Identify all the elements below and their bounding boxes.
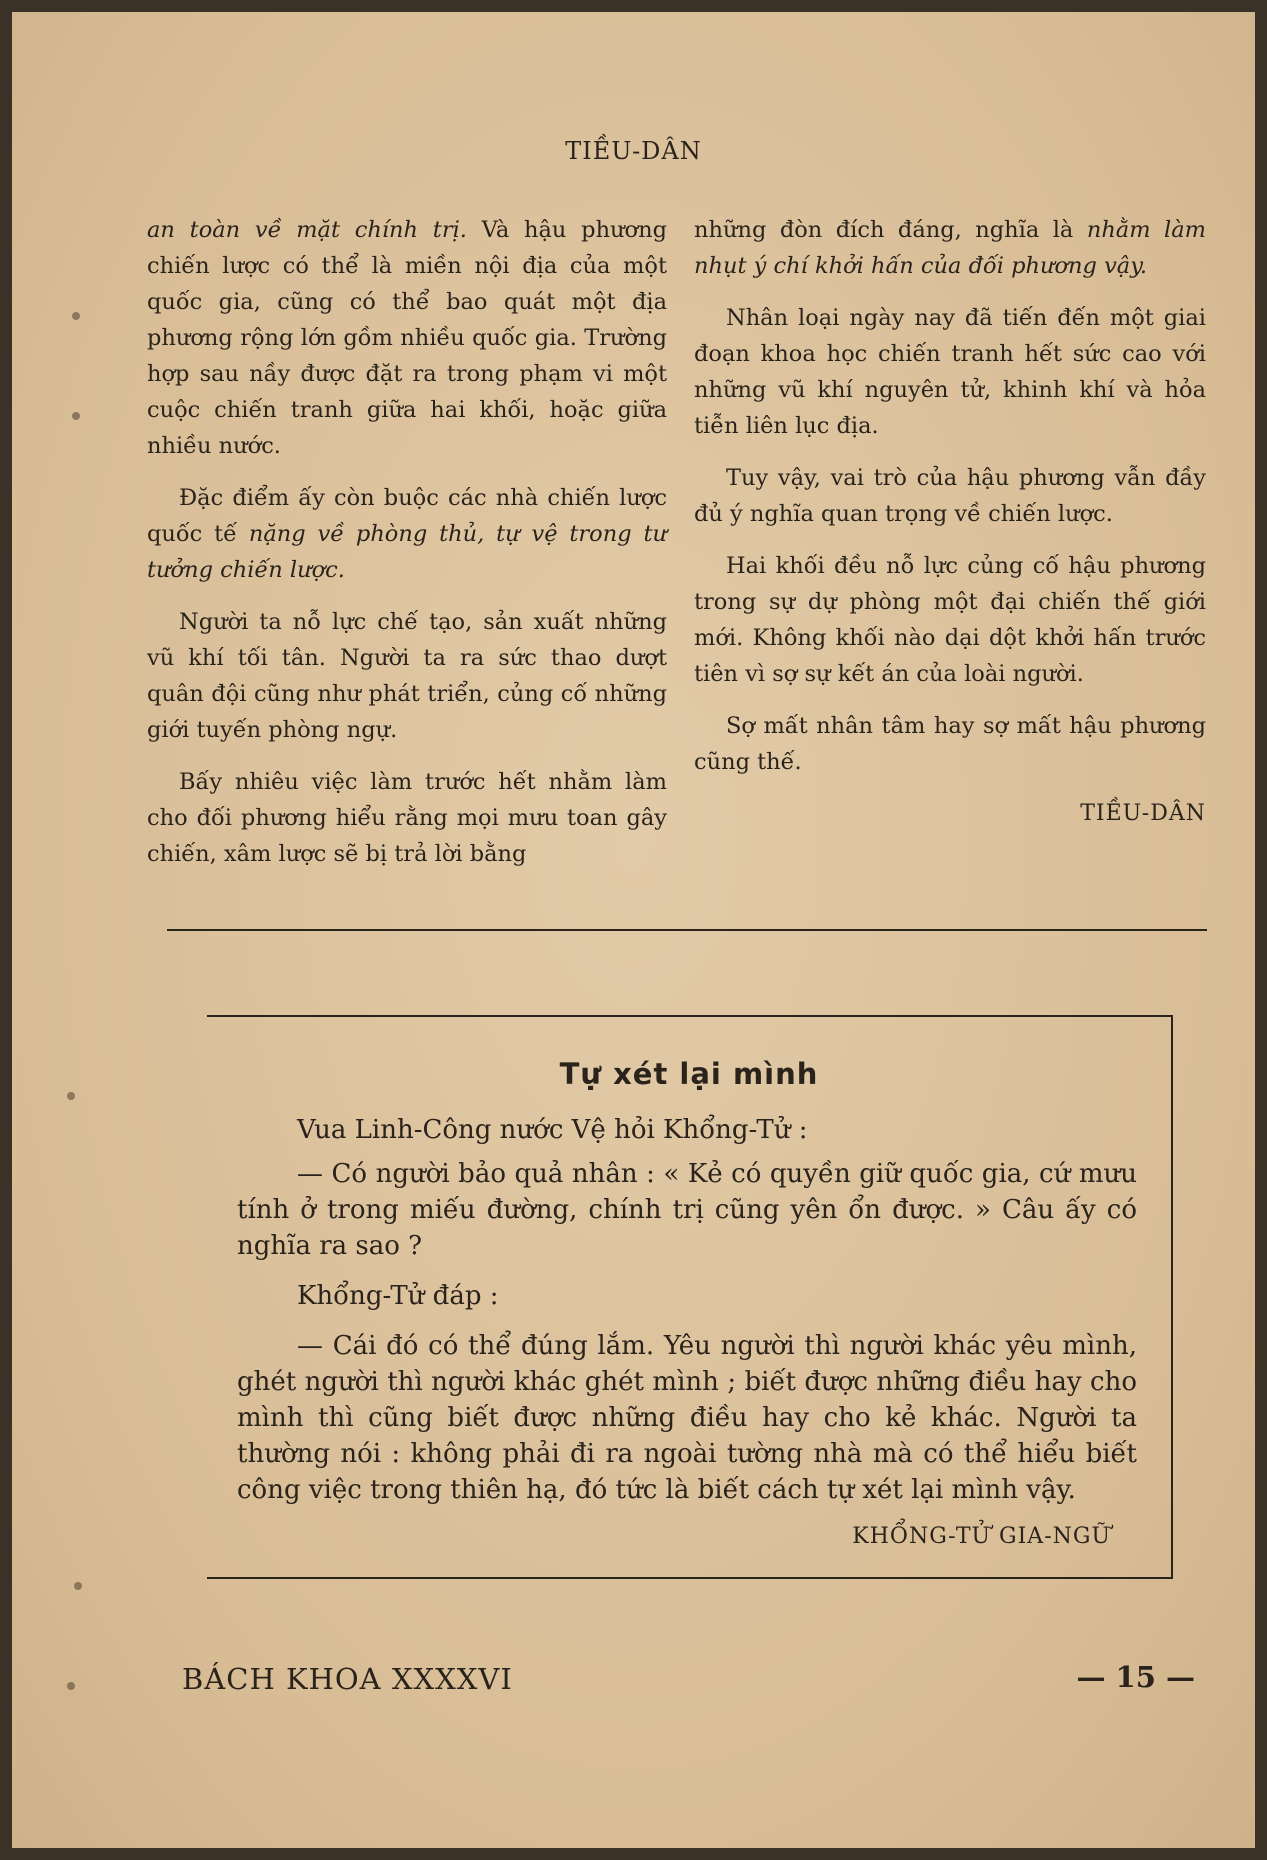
box-title: Tự xét lại mình xyxy=(559,1057,819,1091)
paper-spot xyxy=(72,312,80,320)
left-paragraph-1 xyxy=(147,212,667,464)
right-paragraph-4: Hai khối đều nỗ lực củng cố hậu phương trong sự dự phòng một đại chiến thế giới mới. Không khối nào dại dột khởi hấn trước tiên vì sợ sự kết án của loài người. xyxy=(694,553,1206,687)
paper-spot xyxy=(67,1092,75,1100)
right-column xyxy=(694,212,1206,832)
right-paragraph-5: Sợ mất nhân tâm hay sợ mất hậu phương cũng thế. xyxy=(694,713,1206,775)
box-paragraph-3: Khổng-Tử đáp : xyxy=(297,1281,499,1311)
running-head: TIỀU-DÂN xyxy=(565,137,702,165)
box-paragraph-1: Vua Linh-Công nước Vệ hỏi Khổng-Tử : xyxy=(297,1115,808,1145)
left-p1-italic: an toàn về mặt chính trị. xyxy=(147,217,467,243)
left-paragraph-3: Người ta nỗ lực chế tạo, sản xuất những vũ khí tối tân. Người ta ra sức thao dượt quân đội cũng như phát triển, củng cố những giới tuyến phòng ngự. xyxy=(147,609,667,743)
left-paragraph-2 xyxy=(147,480,667,588)
right-p1-italic: nhằm làm nhụt ý chí khởi hấn của đối phương vậy. xyxy=(694,217,1206,279)
paper-spot xyxy=(72,412,80,420)
right-p1-text: những đòn đích đáng, nghĩa là xyxy=(694,217,1087,243)
page-number: — 15 — xyxy=(1076,1660,1195,1694)
paper-spot xyxy=(74,1582,82,1590)
left-p1-text: Và hậu phương chiến lược có thể là miền nội địa của một quốc gia, cũng có thể bao quát một địa phương rộng lớn gồm nhiều quốc gia. Trường hợp sau nầy được đặt ra trong phạm vi một cuộc chiến tranh giữa hai khối, hoặc giữa nhiều nước. xyxy=(147,217,667,459)
box-body xyxy=(237,1112,1137,1516)
right-paragraph-1 xyxy=(694,212,1206,284)
box-source: KHỔNG-TỬ GIA-NGỮ xyxy=(852,1524,1111,1549)
right-paragraph-3: Tuy vậy, vai trò của hậu phương vẫn đầy đủ ý nghĩa quan trọng về chiến lược. xyxy=(694,465,1206,527)
article-signature: TIỀU-DÂN xyxy=(1080,801,1206,826)
section-divider xyxy=(167,929,1207,931)
left-paragraph-4: Bấy nhiêu việc làm trước hết nhằm làm cho đối phương hiểu rằng mọi mưu toan gây chiến, xâm lược sẽ bị trả lời bằng xyxy=(147,769,667,867)
magazine-name: BÁCH KHOA XXXXVI xyxy=(182,1662,513,1696)
box-paragraph-2: — Có người bảo quả nhân : « Kẻ có quyền giữ quốc gia, cứ mưu tính ở trong miếu đường, chính trị cũng yên ổn được. » Câu ấy có nghĩa ra sao ? xyxy=(237,1159,1137,1261)
left-p2-text: Đặc điểm ấy còn buộc các nhà chiến lược quốc tế xyxy=(147,485,667,547)
right-paragraph-2: Nhân loại ngày nay đã tiến đến một giai đoạn khoa học chiến tranh hết sức cao với những vũ khí nguyên tử, khinh khí và hỏa tiễn liên lục địa. xyxy=(694,305,1206,439)
boxed-story xyxy=(207,1015,1173,1579)
left-p2-italic: nặng về phòng thủ, tự vệ trong tư tưởng chiến lược. xyxy=(147,521,668,583)
paper-spot xyxy=(67,1682,75,1690)
box-paragraph-4: — Cái đó có thể đúng lắm. Yêu người thì người khác yêu mình, ghét người thì người khác ghét mình ; biết được những điều hay cho mình thì cũng biết được những điều hay cho kẻ khác. Người ta thường nói : không phải đi ra ngoài tường nhà mà có thể hiểu biết công việc trong thiên hạ, đó tức là biết cách tự xét lại mình vậy. xyxy=(237,1331,1137,1505)
page xyxy=(12,12,1255,1848)
left-column xyxy=(147,212,667,888)
